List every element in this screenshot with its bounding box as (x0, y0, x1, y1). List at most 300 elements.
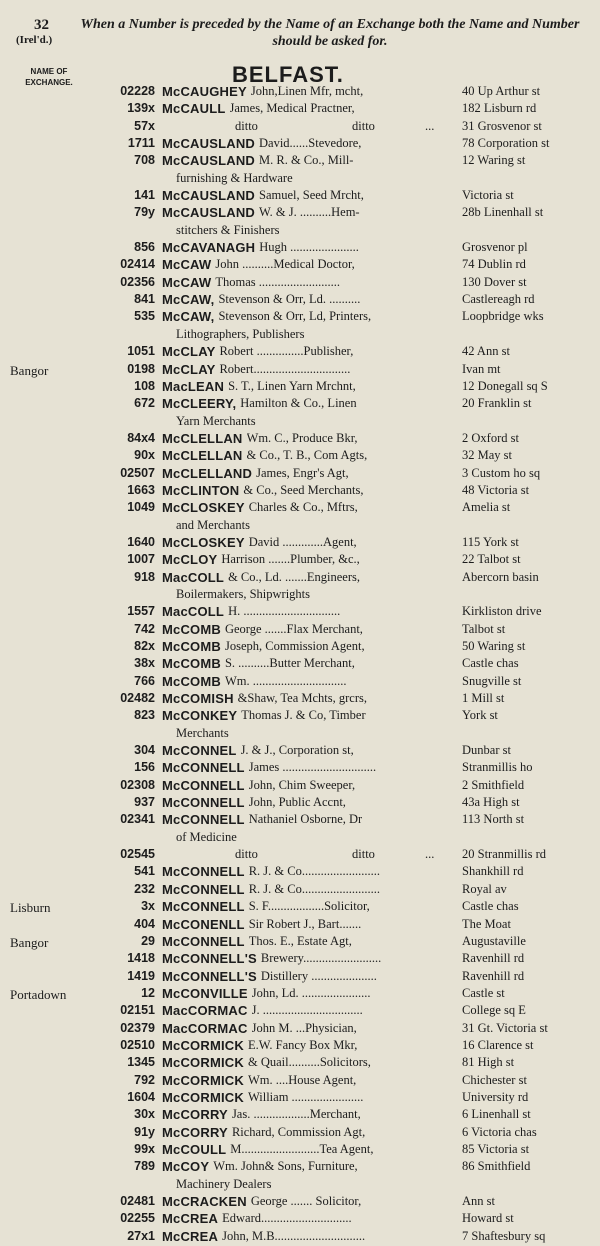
subscriber-name: McCORMICK (162, 1037, 244, 1053)
address: Loopbridge wks (462, 309, 544, 324)
address: 32 May st (462, 448, 512, 463)
subscriber-detail: James .............................. (248, 760, 377, 775)
subscriber-detail: & Quail..........Solicitors, (247, 1055, 371, 1070)
continuation-text: Boilermakers, Shipwrights (176, 586, 311, 601)
continuation-text: furnishing & Hardware (176, 170, 293, 185)
address: 6 Victoria chas (462, 1124, 537, 1139)
subscriber-name: McCOMB (162, 673, 221, 689)
directory-entry (0, 882, 600, 899)
directory-entry (0, 240, 600, 257)
subscriber-name: McCAW (162, 274, 212, 290)
subscriber-detail: John, M.B............................. (222, 1228, 366, 1243)
address: 31 Gt. Victoria st (462, 1020, 548, 1035)
directory-entry (0, 466, 600, 483)
directory-entry (0, 743, 600, 760)
subscriber-name: MacLEAN (162, 378, 225, 394)
subscriber-name: McCLEERY, (162, 396, 237, 412)
phone-number: 856 (134, 240, 155, 255)
address: 86 Smithfield (462, 1159, 531, 1174)
phone-number: 541 (134, 864, 155, 879)
directory-entry (0, 362, 600, 379)
phone-number: 156 (134, 760, 155, 775)
subscriber-name: McCAUSLAND (162, 153, 255, 169)
subscriber-name: McCONNELL (162, 933, 245, 949)
subscriber-name: MacCORMAC (162, 1003, 248, 1019)
subscriber-name: McCOMB (162, 656, 221, 672)
subscriber-detail: Harrison .......Plumber, &c., (221, 552, 360, 567)
subscriber-name: McCONNELL (162, 777, 245, 793)
subscriber-detail: S. F..................Solicitor, (248, 899, 370, 914)
subscriber-detail: & Co., Seed Merchants, (243, 482, 364, 497)
address: Castle st (462, 985, 505, 1000)
phone-number: 937 (134, 795, 155, 810)
phone-number: 1345 (127, 1055, 155, 1070)
address: 20 Stranmillis rd (462, 847, 547, 862)
address: Ann st (462, 1194, 495, 1208)
subscriber-detail: & Co., T. B., Com Agts, (246, 448, 368, 463)
phone-number: 708 (134, 153, 155, 168)
address: Chichester st (462, 1072, 527, 1087)
address: Dunbar st (462, 743, 511, 758)
address: 130 Dover st (462, 274, 527, 289)
subscriber-detail: S. T., Linen Yarn Mrchnt, (228, 378, 356, 393)
subscriber-name: McCLAY (162, 361, 216, 377)
directory-entry (0, 431, 600, 448)
subscriber-name: McCORMICK (162, 1055, 244, 1071)
directory-entry (0, 101, 600, 118)
subscriber-detail: E.W. Fancy Box Mkr, (247, 1037, 358, 1052)
subscriber-name: McCOMB (162, 639, 221, 654)
subscriber-name: MacCOLL (162, 569, 225, 585)
phone-number: 30x (134, 1107, 155, 1122)
directory-entry (0, 778, 600, 795)
entry-continuation (0, 587, 600, 604)
subscriber-name: McCLAY (162, 344, 216, 360)
subscriber-detail: Samuel, Seed Mrcht, (259, 188, 364, 203)
phone-number: 1557 (127, 604, 155, 619)
subscriber-name: McCLELLAN (162, 448, 243, 464)
subscriber-name: McCREA (162, 1228, 219, 1244)
subscriber-name: McCOMISH (162, 691, 234, 707)
subscriber-detail: H. ............................... (228, 604, 341, 619)
address: Stranmillis ho (462, 760, 533, 775)
directory-entry (0, 84, 600, 101)
address: Abercorn basin (462, 569, 539, 584)
phone-number: 1049 (127, 500, 155, 515)
address: University rd (462, 1089, 529, 1104)
address: 22 Talbot st (462, 552, 521, 567)
exchange-column-label: NAME OF EXCHANGE. (25, 67, 73, 87)
phone-number: 57x (134, 118, 155, 133)
address: The Moat (462, 916, 511, 931)
directory-entry (0, 448, 600, 465)
subscriber-name: McCONNELL (162, 795, 245, 811)
phone-number: 99x (134, 1141, 155, 1156)
subscriber-detail: Brewery......................... (260, 951, 382, 966)
phone-number: 0198 (127, 361, 155, 376)
subscriber-detail: Thos. E., Estate Agt, (248, 933, 352, 948)
subscriber-name: McCORRY (162, 1124, 228, 1140)
directory-entry (0, 1038, 600, 1055)
subscriber-name: McCONVILLE (162, 985, 248, 1001)
continuation-text: stitchers & Finishers (176, 222, 280, 237)
phone-number: 742 (134, 621, 155, 636)
subscriber-detail: James, Medical Practner, (229, 101, 355, 116)
phone-number: 02356 (120, 274, 155, 289)
subscriber-name: McCONNELL (162, 812, 245, 828)
directory-entry (0, 656, 600, 673)
subscriber-name: McCREA (162, 1211, 219, 1227)
subscriber-detail: Hamilton & Co., Linen (240, 396, 357, 411)
address: 43a High st (462, 795, 520, 810)
subscriber-detail: Wm. C., Produce Bkr, (246, 430, 358, 445)
page-header (0, 0, 600, 52)
subscriber-name: McCORMICK (162, 1089, 244, 1105)
directory-entry (0, 483, 600, 500)
subscriber-detail: Sir Robert J., Bart....... (248, 916, 362, 931)
subscriber-detail: Richard, Commission Agt, (231, 1124, 366, 1139)
phone-number: 139x (127, 101, 155, 116)
directory-entry (0, 396, 600, 413)
entry-continuation (0, 726, 600, 743)
subscriber-detail: Distillery ..................... (260, 968, 377, 983)
directory-entry (0, 153, 600, 170)
phone-number: 38x (134, 656, 155, 671)
exchange-name: Bangor (10, 934, 49, 950)
address: 74 Dublin rd (462, 257, 526, 272)
directory-entry (0, 1142, 600, 1159)
subscriber-detail: Wm. John& Sons, Furniture, (213, 1159, 358, 1174)
subscriber-name: McCAW, (162, 292, 215, 308)
directory-entry (0, 639, 600, 656)
phone-number: 12 (141, 985, 155, 1000)
subscriber-detail: Wm. ....House Agent, (247, 1072, 357, 1087)
subscriber-detail: Edward............................. (222, 1211, 352, 1226)
address: Castle chas (462, 899, 519, 914)
address: 50 Waring st (462, 639, 526, 653)
address: Augustaville (462, 933, 526, 948)
address: 115 York st (462, 534, 519, 549)
phone-number: 02228 (120, 84, 155, 98)
address: Snugville st (462, 673, 522, 688)
address: Victoria st (462, 188, 514, 203)
subscriber-detail: Thomas J. & Co, Timber (241, 708, 366, 723)
phone-number: 108 (134, 378, 155, 393)
phone-number: 90x (134, 448, 155, 463)
address: 40 Up Arthur st (462, 84, 541, 98)
directory-entry (0, 674, 600, 691)
phone-number: 141 (134, 188, 155, 203)
subscriber-detail: William ....................... (247, 1089, 364, 1104)
subscriber-name: McCAULL (162, 101, 226, 117)
phone-number: 91y (134, 1124, 155, 1139)
phone-number: 304 (134, 743, 155, 758)
phone-number: 1007 (127, 552, 155, 567)
address: 2 Smithfield (462, 777, 525, 792)
subscriber-detail: M.........................Tea Agent, (230, 1141, 374, 1156)
entry-continuation (0, 223, 600, 240)
directory-entry (0, 691, 600, 708)
page-number: 32 (34, 17, 49, 33)
address: 2 Oxford st (462, 430, 519, 445)
phone-number: 02379 (120, 1020, 155, 1035)
address: Royal av (462, 881, 507, 896)
address: 81 High st (462, 1055, 515, 1070)
continuation-text: Yarn Merchants (176, 413, 256, 428)
directory-entry (0, 344, 600, 361)
subscriber-detail: Robert ...............Publisher, (219, 344, 354, 359)
subscriber-detail: & Co., Ld. .......Engineers, (228, 569, 361, 584)
phone-number: 84x4 (127, 430, 155, 445)
phone-number: 02341 (120, 812, 155, 827)
ditto-mark: ditto (352, 118, 375, 133)
subscriber-name: McCONENLL (162, 916, 245, 932)
address: 182 Lisburn rd (462, 101, 537, 116)
ditto-mark: ditto (235, 847, 258, 862)
directory-entry (0, 1090, 600, 1107)
phone-number: 1604 (127, 1089, 155, 1104)
address: 31 Grosvenor st (462, 118, 542, 133)
subscriber-detail: David .............Agent, (248, 534, 357, 549)
phone-number: 3x (141, 899, 155, 914)
directory-entry (0, 570, 600, 587)
directory-entry (0, 951, 600, 968)
address: 48 Victoria st (462, 482, 530, 497)
phone-number: 02308 (120, 777, 155, 792)
phone-number: 232 (134, 881, 155, 896)
address: Amelia st (462, 500, 511, 515)
subscriber-name: MacCORMAC (162, 1020, 248, 1036)
directory-entry (0, 1211, 600, 1228)
subscriber-name: McCONNELL (162, 899, 245, 915)
phone-number: 404 (134, 916, 155, 931)
address: 7 Shaftesbury sq (462, 1228, 546, 1243)
subscriber-detail: Hugh ...................... (259, 240, 359, 255)
directory-entry (0, 136, 600, 153)
directory-entry (0, 1159, 600, 1176)
entry-continuation (0, 1177, 600, 1194)
address: Ravenhill rd (462, 968, 525, 983)
subscriber-detail: Charles & Co., Mftrs, (248, 500, 358, 515)
subscriber-name: McCAW, (162, 309, 215, 325)
phone-number: 02255 (120, 1211, 155, 1226)
subscriber-detail: R. J. & Co......................... (248, 881, 380, 896)
directory-entry (0, 500, 600, 517)
subscriber-detail: R. J. & Co......................... (248, 864, 380, 879)
directory-entry (0, 535, 600, 552)
subscriber-name: McCAW (162, 257, 212, 273)
address: Shankhill rd (462, 864, 524, 879)
exchange-name: Portadown (10, 986, 67, 1002)
entry-continuation (0, 327, 600, 344)
subscriber-name: McCAUSLAND (162, 205, 255, 221)
subscriber-detail: Stevenson & Orr, Ld, Printers, (218, 309, 372, 324)
subscriber-name: McCAUSLAND (162, 188, 255, 204)
address: Castle chas (462, 656, 519, 671)
subscriber-detail: M. R. & Co., Mill- (259, 153, 354, 168)
subscriber-detail: Thomas .......................... (215, 274, 341, 289)
address: 16 Clarence st (462, 1037, 534, 1052)
subscriber-name: McCLELLAND (162, 465, 253, 481)
directory-entry (0, 812, 600, 829)
subscriber-name: McCONNELL (162, 881, 245, 897)
entry-continuation (0, 830, 600, 847)
continuation-text: Machinery Dealers (176, 1176, 272, 1191)
phone-number: 02481 (120, 1194, 155, 1208)
directory-entry (0, 119, 600, 136)
subscriber-detail: J. & J., Corporation st, (240, 743, 354, 758)
directory-entry (0, 864, 600, 881)
phone-number: 789 (134, 1159, 155, 1174)
exchange-name: Bangor (10, 362, 49, 378)
subscriber-name: MacCOLL (162, 604, 225, 620)
subscriber-detail: Robert............................... (219, 361, 351, 376)
subscriber-detail: John, Chim Sweeper, (248, 777, 356, 792)
city-heading: BELFAST. (232, 62, 344, 87)
continuation-text: and Merchants (176, 517, 250, 532)
directory-entry (0, 309, 600, 326)
phone-number: 82x (134, 639, 155, 653)
address: College sq E (462, 1003, 526, 1018)
subscriber-detail: John, Public Accnt, (248, 795, 346, 810)
directory-entry (0, 188, 600, 205)
directory-entry (0, 1073, 600, 1090)
subscriber-name: McCLELLAN (162, 430, 243, 446)
subscriber-name: McCLINTON (162, 482, 240, 498)
subscriber-detail: W. & J. ..........Hem- (259, 205, 360, 220)
subscriber-name: McCRACKEN (162, 1194, 247, 1209)
directory-entry (0, 1194, 600, 1211)
directory-entry (0, 760, 600, 777)
subscriber-name: McCAUSLAND (162, 136, 255, 152)
phone-number: 672 (134, 396, 155, 411)
directory-entry (0, 604, 600, 621)
subscriber-name: McCONNELL'S (162, 968, 257, 984)
address: Ivan mt (462, 361, 501, 376)
continuation-text: Lithographers, Publishers (176, 326, 305, 341)
directory-entry (0, 1229, 600, 1246)
subscriber-name: McCORMICK (162, 1072, 244, 1088)
subscriber-detail: &Shaw, Tea Mchts, grcrs, (237, 691, 367, 706)
phone-number: 1418 (127, 951, 155, 966)
subscriber-detail: Joseph, Commission Agent, (224, 639, 365, 653)
address: 12 Donegall sq S (462, 378, 548, 393)
directory-entry (0, 257, 600, 274)
subscriber-detail: John, Ld. ...................... (251, 985, 371, 1000)
address: 20 Franklin st (462, 396, 532, 411)
phone-number: 02507 (120, 465, 155, 480)
subscriber-name: McCLOSKEY (162, 534, 245, 550)
subscriber-detail: George .......Flax Merchant, (224, 621, 363, 636)
phone-number: 02482 (120, 691, 155, 706)
address: York st (462, 708, 498, 723)
address: 6 Linenhall st (462, 1107, 531, 1122)
address: Castlereagh rd (462, 292, 535, 307)
directory-entry (0, 205, 600, 222)
directory-entry (0, 292, 600, 309)
subscriber-name: McCLOY (162, 552, 218, 568)
subscriber-name: McCLOSKEY (162, 500, 245, 516)
ditto-mark: ditto (352, 847, 375, 862)
address: 3 Custom ho sq (462, 465, 541, 480)
subscriber-name: McCORRY (162, 1107, 228, 1123)
phone-number: 79y (134, 205, 155, 220)
directory-entry (0, 379, 600, 396)
subscriber-name: McCAVANAGH (162, 240, 256, 256)
phone-number: 766 (134, 673, 155, 688)
phone-number: 27x1 (127, 1228, 155, 1243)
subscriber-name: McCOY (162, 1159, 210, 1175)
directory-entry (0, 934, 600, 951)
address: Grosvenor pl (462, 240, 528, 255)
directory-entry (0, 986, 600, 1003)
subscriber-detail: James, Engr's Agt, (256, 465, 349, 480)
directory-entry (0, 1125, 600, 1142)
phone-number: 02545 (120, 847, 155, 862)
directory-entry (0, 1021, 600, 1038)
phone-number: 1711 (127, 136, 155, 151)
directory-entry (0, 795, 600, 812)
phone-number: 02151 (120, 1003, 155, 1018)
subscriber-detail: Wm. .............................. (224, 673, 347, 688)
subscriber-detail: George ....... Solicitor, (250, 1194, 362, 1208)
address: 85 Victoria st (462, 1141, 530, 1156)
phone-number: 1663 (127, 482, 155, 497)
address: Kirkliston drive (462, 604, 542, 619)
directory-entry (0, 552, 600, 569)
directory-entry (0, 847, 600, 864)
subscriber-name: McCOMB (162, 621, 221, 637)
phone-number: 823 (134, 708, 155, 723)
subscriber-detail: Stevenson & Orr, Ld. .......... (218, 292, 361, 307)
address: Howard st (462, 1211, 514, 1226)
address: 42 Ann st (462, 344, 510, 359)
leader-dots: ... (425, 847, 435, 862)
directory-list (0, 84, 600, 1246)
subscriber-detail: David......Stevedore, (259, 136, 362, 151)
entry-continuation (0, 518, 600, 535)
directory-entry (0, 1003, 600, 1020)
directory-entry (0, 969, 600, 986)
header-notice: When a Number is preceded by the Name of an Exchange both the Name and Number should be asked for. (80, 17, 580, 49)
subscriber-detail: John ..........Medical Doctor, (215, 257, 355, 272)
subscriber-name: McCONNELL (162, 864, 245, 880)
subscriber-name: McCAUGHEY (162, 84, 247, 99)
address: 78 Corporation st (462, 136, 550, 151)
address: 113 North st (462, 812, 525, 827)
phone-number: 02414 (120, 257, 155, 272)
exchange-name: Lisburn (10, 900, 51, 916)
leader-dots: ... (425, 118, 435, 133)
address: 1 Mill st (462, 691, 505, 706)
phone-number: 1051 (127, 344, 155, 359)
address: 12 Waring st (462, 153, 526, 168)
continuation-text: of Medicine (176, 829, 237, 844)
subscriber-detail: John,Linen Mfr, mcht, (250, 84, 364, 98)
address: Talbot st (462, 621, 506, 636)
entry-continuation (0, 414, 600, 431)
subscriber-detail: John M. ...Physician, (251, 1020, 357, 1035)
directory-entry (0, 708, 600, 725)
phone-number: 918 (134, 569, 155, 584)
subscriber-name: McCONNELL'S (162, 951, 257, 967)
subscriber-name: McCONNEL (162, 743, 237, 759)
phone-number: 29 (141, 933, 155, 948)
directory-entry (0, 1107, 600, 1124)
subscriber-detail: Jas. ..................Merchant, (231, 1107, 361, 1122)
subscriber-name: McCONNELL (162, 760, 245, 776)
subscriber-name: McCOULL (162, 1141, 227, 1157)
